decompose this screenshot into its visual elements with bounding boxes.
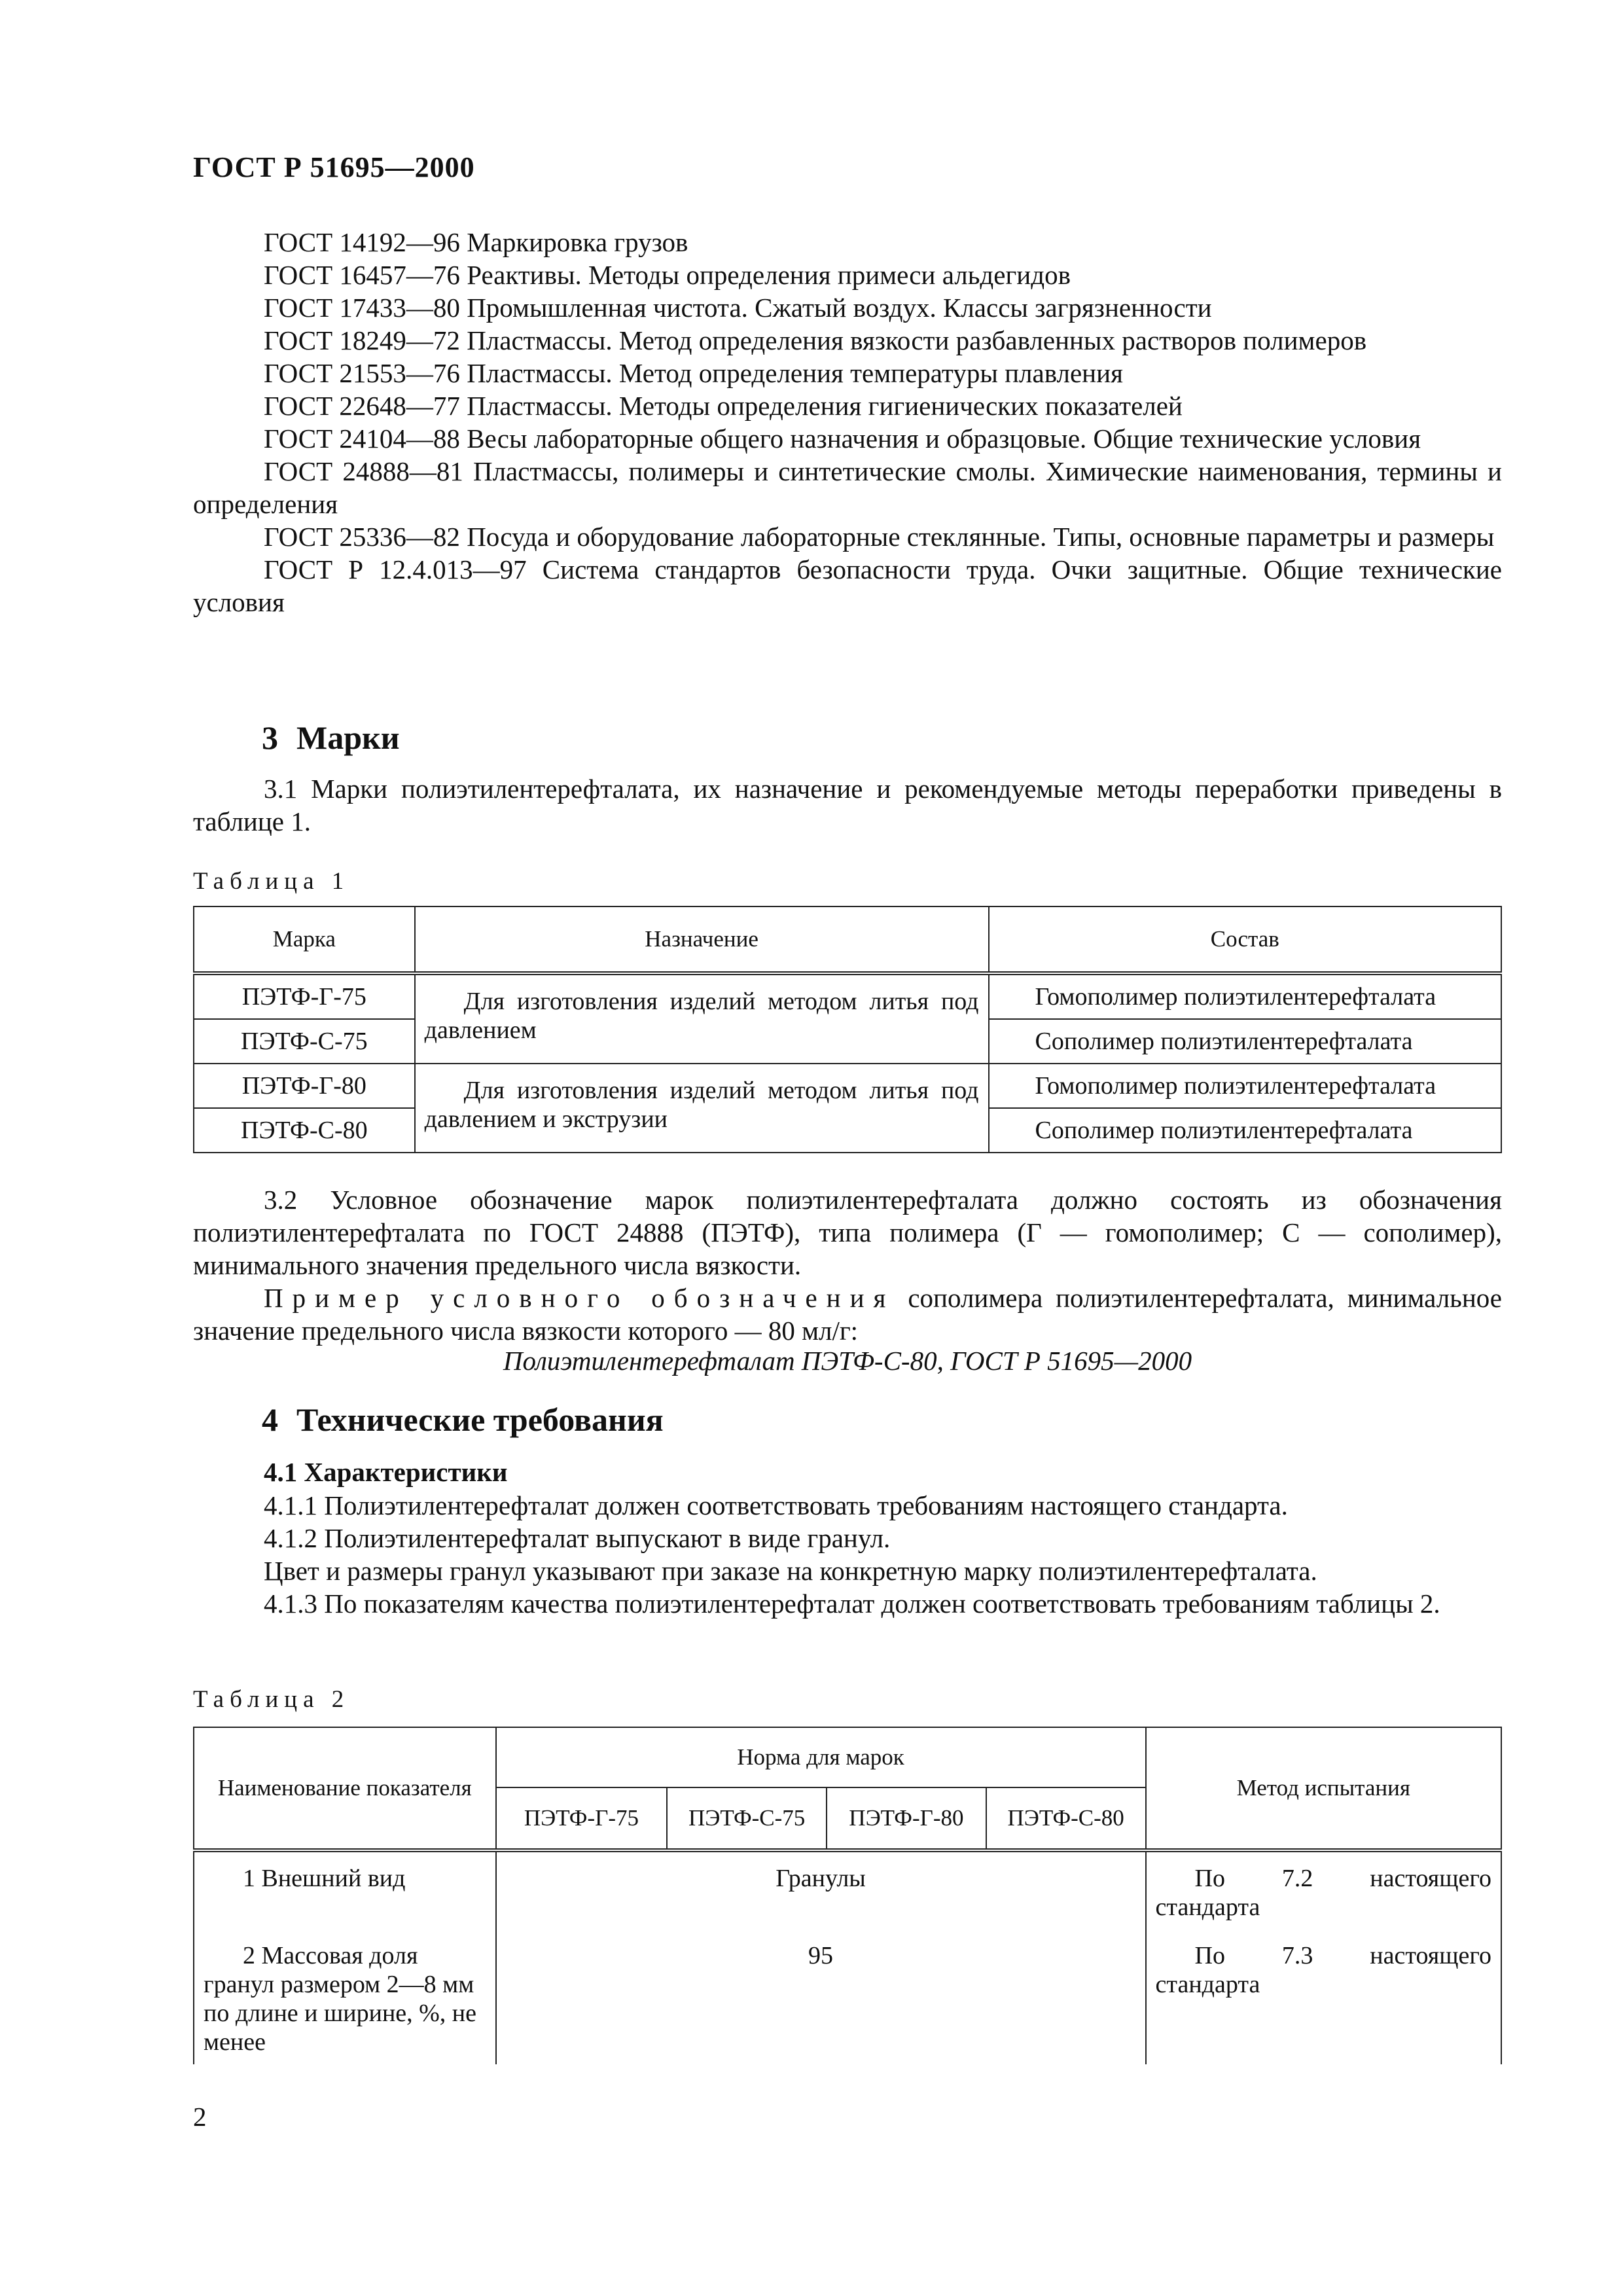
indicator-cell: 1 Внешний вид xyxy=(194,1850,496,1929)
example-designation: Полиэтилентерефталат ПЭТФ-С-80, ГОСТ Р 51695—2000 xyxy=(503,1346,1192,1376)
indicator-header: Наименование показателя xyxy=(194,1727,496,1850)
mark-header: ПЭТФ-Г-75 xyxy=(496,1787,668,1850)
reference-title: Пластмассы, полимеры и синтетические смолы. Химические наименования, термины и определения xyxy=(193,456,1502,519)
reference-title: Система стандартов безопасности труда. Очки защитные. Общие технические условия xyxy=(193,554,1502,617)
paragraph-3-1: 3.1 Марки полиэтилентерефталата, их назначение и рекомендуемые методы переработки приведены в таблице 1. xyxy=(193,774,1502,836)
reference-code: ГОСТ Р 12.4.013—97 xyxy=(264,554,527,584)
reference-code: ГОСТ 16457—76 xyxy=(264,260,460,290)
column-header: Состав xyxy=(989,906,1501,973)
method-cell: По 7.2 настоящего стандарта xyxy=(1146,1850,1501,1929)
reference-item xyxy=(193,422,1502,455)
table-2 xyxy=(193,1727,1502,2064)
norm-cell: Гранулы xyxy=(496,1850,1146,1929)
table-row xyxy=(194,1929,1501,2064)
section-title-text: Технические требования xyxy=(296,1401,664,1438)
section-4-title xyxy=(262,1401,664,1439)
reference-title: Промышленная чистота. Сжатый воздух. Классы загрязненности xyxy=(467,293,1212,323)
reference-code: ГОСТ 21553—76 xyxy=(264,358,460,388)
paragraph-3-2: 3.2 Условное обозначение марок полиэтилентерефталата должно состоять из обозначения полиэтилентерефталата по ГОСТ 24888 (ПЭТФ), типа полимера (Г — гомополимер; С — сополимер), минимального значения предельного числа вязкости. xyxy=(193,1185,1502,1280)
section-number: 4 xyxy=(262,1401,278,1438)
paragraph-text: Цвет и размеры гранул указывают при заказе на конкретную марку полиэтилентерефталата. xyxy=(264,1556,1317,1586)
reference-title: Посуда и оборудование лабораторные стеклянные. Типы, основные параметры и размеры xyxy=(467,522,1495,552)
reference-item xyxy=(193,553,1502,619)
table-row xyxy=(194,1850,1501,1929)
paragraph-4-1-3: 4.1.3 По показателям качества полиэтилентерефталат должен соответствовать требованиям таблицы 2. xyxy=(264,1588,1440,1619)
column-header: Марка xyxy=(194,906,415,973)
mark-cell: ПЭТФ-С-75 xyxy=(194,1019,415,1064)
reference-item xyxy=(193,259,1502,291)
composition-cell: Гомополимер полиэтилентерефталата xyxy=(989,1064,1501,1108)
purpose-text: Для изготовления изделий методом литья под давлением xyxy=(424,988,979,1044)
table-1-caption: Таблица 1 xyxy=(193,868,350,895)
mark-header: ПЭТФ-С-80 xyxy=(986,1787,1146,1850)
section-title-text: Марки xyxy=(296,719,400,756)
reference-title: Пластмассы. Методы определения гигиенических показателей xyxy=(467,391,1183,421)
purpose-text: Для изготовления изделий методом литья под давлением и экструзии xyxy=(424,1077,979,1133)
norm-header: Норма для марок xyxy=(496,1727,1146,1787)
reference-code: ГОСТ 18249—72 xyxy=(264,325,460,355)
reference-code: ГОСТ 22648—77 xyxy=(264,391,460,421)
table-header-row xyxy=(194,1727,1501,1787)
reference-code: ГОСТ 24104—88 xyxy=(264,423,460,454)
reference-title: Пластмассы. Метод определения температуры плавления xyxy=(467,358,1123,388)
paragraph-4-1-2: 4.1.2 Полиэтилентерефталат выпускают в виде гранул. xyxy=(264,1523,891,1553)
references-list xyxy=(193,226,1502,619)
purpose-cell xyxy=(415,973,989,1064)
example-label: Пример условного обозначения xyxy=(264,1283,895,1313)
reference-code: ГОСТ 17433—80 xyxy=(264,293,460,323)
mark-cell: ПЭТФ-Г-75 xyxy=(194,973,415,1019)
reference-item xyxy=(193,291,1502,324)
reference-item xyxy=(193,324,1502,357)
table-1 xyxy=(193,906,1502,1153)
reference-code: ГОСТ 24888—81 xyxy=(264,456,463,486)
example-paragraph xyxy=(193,1282,1502,1347)
reference-item xyxy=(193,226,1502,259)
table-row xyxy=(194,973,1501,1019)
page-header: ГОСТ Р 51695—2000 xyxy=(193,151,475,183)
subsection-4-1-title: 4.1 Характеристики xyxy=(264,1457,508,1487)
composition-cell: Сополимер полиэтилентерефталата xyxy=(989,1019,1501,1064)
mark-header: ПЭТФ-Г-80 xyxy=(827,1787,986,1850)
paragraph-4-1-2-note xyxy=(193,1554,1502,1587)
table-2-caption: Таблица 2 xyxy=(193,1686,350,1713)
reference-title: Пластмассы. Метод определения вязкости разбавленных растворов полимеров xyxy=(467,325,1367,355)
composition-cell: Сополимер полиэтилентерефталата xyxy=(989,1108,1501,1153)
method-cell: По 7.3 настоящего стандарта xyxy=(1146,1929,1501,2064)
paragraph-4-1-1: 4.1.1 Полиэтилентерефталат должен соответствовать требованиям настоящего стандарта. xyxy=(264,1490,1288,1520)
composition-cell: Гомополимер полиэтилентерефталата xyxy=(989,973,1501,1019)
mark-cell: ПЭТФ-С-80 xyxy=(194,1108,415,1153)
reference-title: Реактивы. Методы определения примеси альдегидов xyxy=(467,260,1071,290)
norm-cell: 95 xyxy=(496,1929,1146,2064)
reference-code: ГОСТ 14192—96 xyxy=(264,227,460,257)
reference-code: ГОСТ 25336—82 xyxy=(264,522,460,552)
reference-item xyxy=(193,357,1502,389)
mark-header: ПЭТФ-С-75 xyxy=(667,1787,827,1850)
table-row xyxy=(194,1064,1501,1108)
section-3-title xyxy=(262,719,400,757)
indicator-cell: 2 Массовая доля гранул размером 2—8 мм по длине и ширине, %, не менее xyxy=(194,1929,496,2064)
column-header: Назначение xyxy=(415,906,989,973)
page-number: 2 xyxy=(193,2102,207,2132)
mark-cell: ПЭТФ-Г-80 xyxy=(194,1064,415,1108)
reference-title: Весы лабораторные общего назначения и образцовые. Общие технические условия xyxy=(467,423,1421,454)
reference-item xyxy=(193,455,1502,520)
reference-title: Маркировка грузов xyxy=(467,227,688,257)
table-header-row xyxy=(194,906,1501,973)
reference-item xyxy=(193,389,1502,422)
purpose-cell xyxy=(415,1064,989,1153)
example-text: сополимера полиэтилентерефталата, минимальное значение предельного числа вязкости которого — 80 мл/г: xyxy=(193,1283,1503,1346)
section-number: 3 xyxy=(262,719,278,756)
reference-item xyxy=(193,520,1502,553)
method-header: Метод испытания xyxy=(1146,1727,1501,1850)
